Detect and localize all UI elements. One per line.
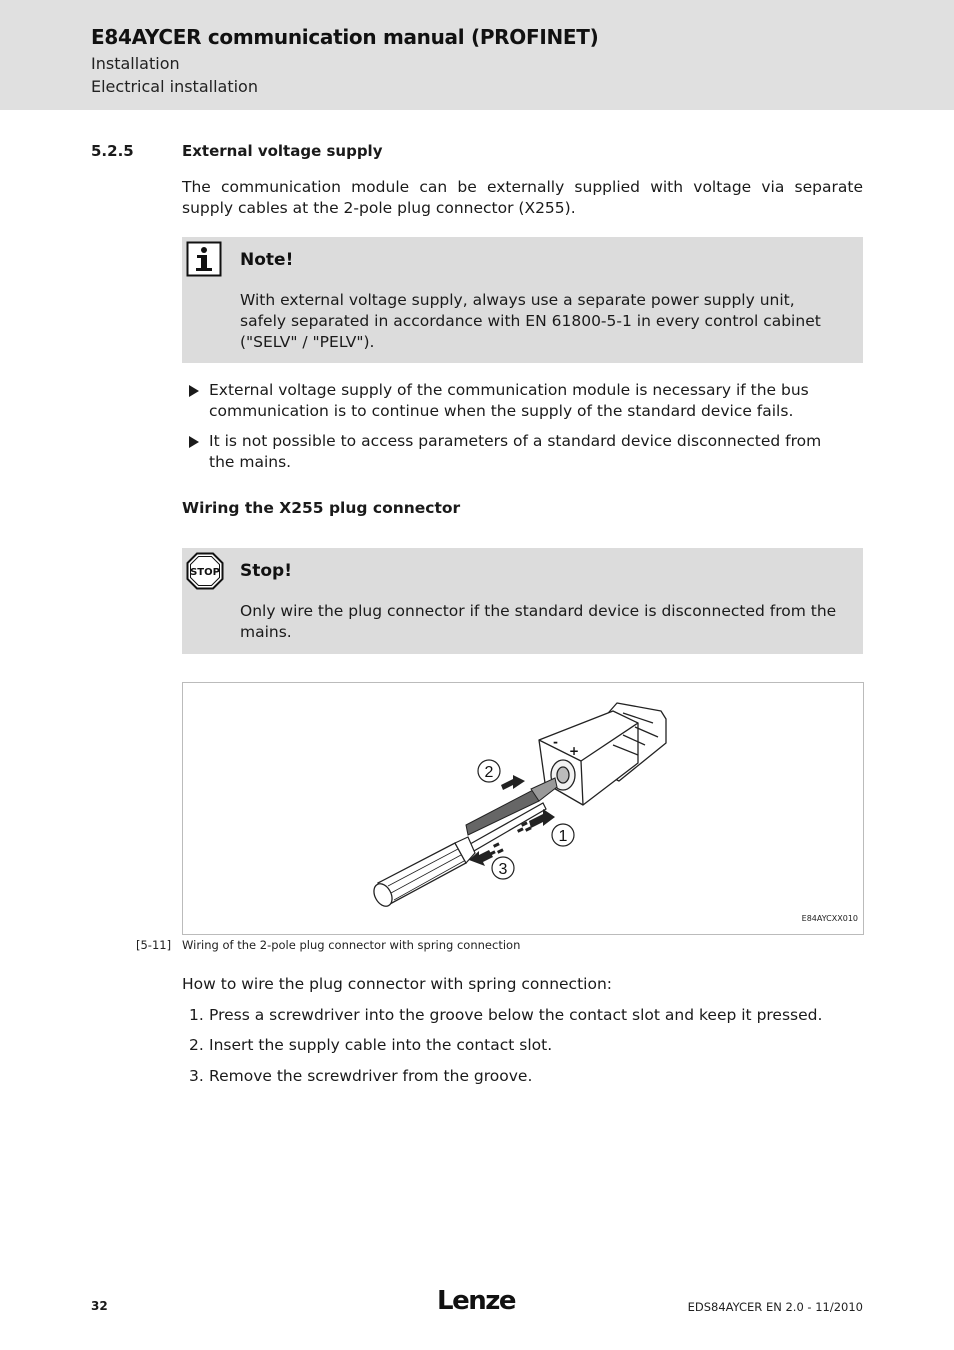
- wiring-figure: [182, 682, 864, 935]
- note-box: [182, 237, 863, 363]
- polarity-minus-label: -: [553, 735, 558, 749]
- step-number: 1.: [189, 1006, 204, 1024]
- bullet-text: External voltage supply of the communication module is necessary if the bus communication is to continue when the supply of the standard device fails.: [209, 381, 809, 420]
- plug-connector-illustration: [183, 683, 863, 934]
- callout-3: 3: [498, 861, 508, 878]
- stop-title: Stop!: [240, 561, 292, 581]
- bullet-text: It is not possible to access parameters of a standard device disconnected from the mains.: [209, 432, 822, 471]
- figure-code: E84AYCXX010: [801, 914, 858, 923]
- list-item: [189, 1035, 552, 1056]
- howto-paragraph: How to wire the plug connector with spring connection:: [182, 975, 612, 993]
- document-title: E84AYCER communication manual (PROFINET): [91, 25, 599, 49]
- bullet-triangle-icon: [189, 436, 199, 448]
- lenze-logo: Lenze: [437, 1286, 515, 1316]
- step-text: Press a screwdriver into the groove below the contact slot and keep it pressed.: [209, 1006, 823, 1024]
- step-text: Remove the screwdriver from the groove.: [209, 1067, 533, 1085]
- stop-icon-text: STOP: [190, 567, 220, 578]
- document-code: EDS84AYCER EN 2.0 - 11/2010: [687, 1300, 863, 1314]
- step-number: 3.: [189, 1067, 204, 1085]
- stop-text: Only wire the plug connector if the standard device is disconnected from the mains.: [240, 602, 837, 641]
- page-number: 32: [91, 1299, 108, 1313]
- breadcrumb-electrical-installation: Electrical installation: [91, 77, 258, 96]
- info-icon: [186, 241, 222, 281]
- screwdriver: [370, 803, 546, 909]
- section-title: External voltage supply: [182, 142, 383, 160]
- stop-icon: [186, 552, 224, 594]
- polarity-plus-label: +: [569, 744, 580, 758]
- step-text: Insert the supply cable into the contact slot.: [209, 1036, 553, 1054]
- stop-box: [182, 548, 863, 654]
- callout-2: 2: [484, 764, 494, 781]
- note-text: With external voltage supply, always use a separate power supply unit, safely separated in accordance with EN 61800-5-1 in every control cabinet ("SELV" / "PELV").: [240, 291, 821, 351]
- page-header: [0, 0, 954, 110]
- figure-number: [5-11]: [136, 938, 172, 952]
- step-number: 2.: [189, 1036, 204, 1054]
- section-number: 5.2.5: [91, 142, 134, 160]
- callout-1: 1: [558, 828, 568, 845]
- figure-caption: Wiring of the 2-pole plug connector with spring connection: [182, 938, 521, 952]
- list-item: [189, 1066, 532, 1087]
- list-item: [189, 1005, 822, 1026]
- breadcrumb-installation: Installation: [91, 54, 180, 73]
- arrow-insert-cable: [501, 775, 525, 790]
- note-title: Note!: [240, 250, 294, 270]
- wiring-heading: Wiring the X255 plug connector: [182, 499, 461, 517]
- intro-paragraph: The communication module can be externally supplied with voltage via separate supply cables at the 2-pole plug connector (X255).: [182, 178, 863, 217]
- bullet-triangle-icon: [189, 385, 199, 397]
